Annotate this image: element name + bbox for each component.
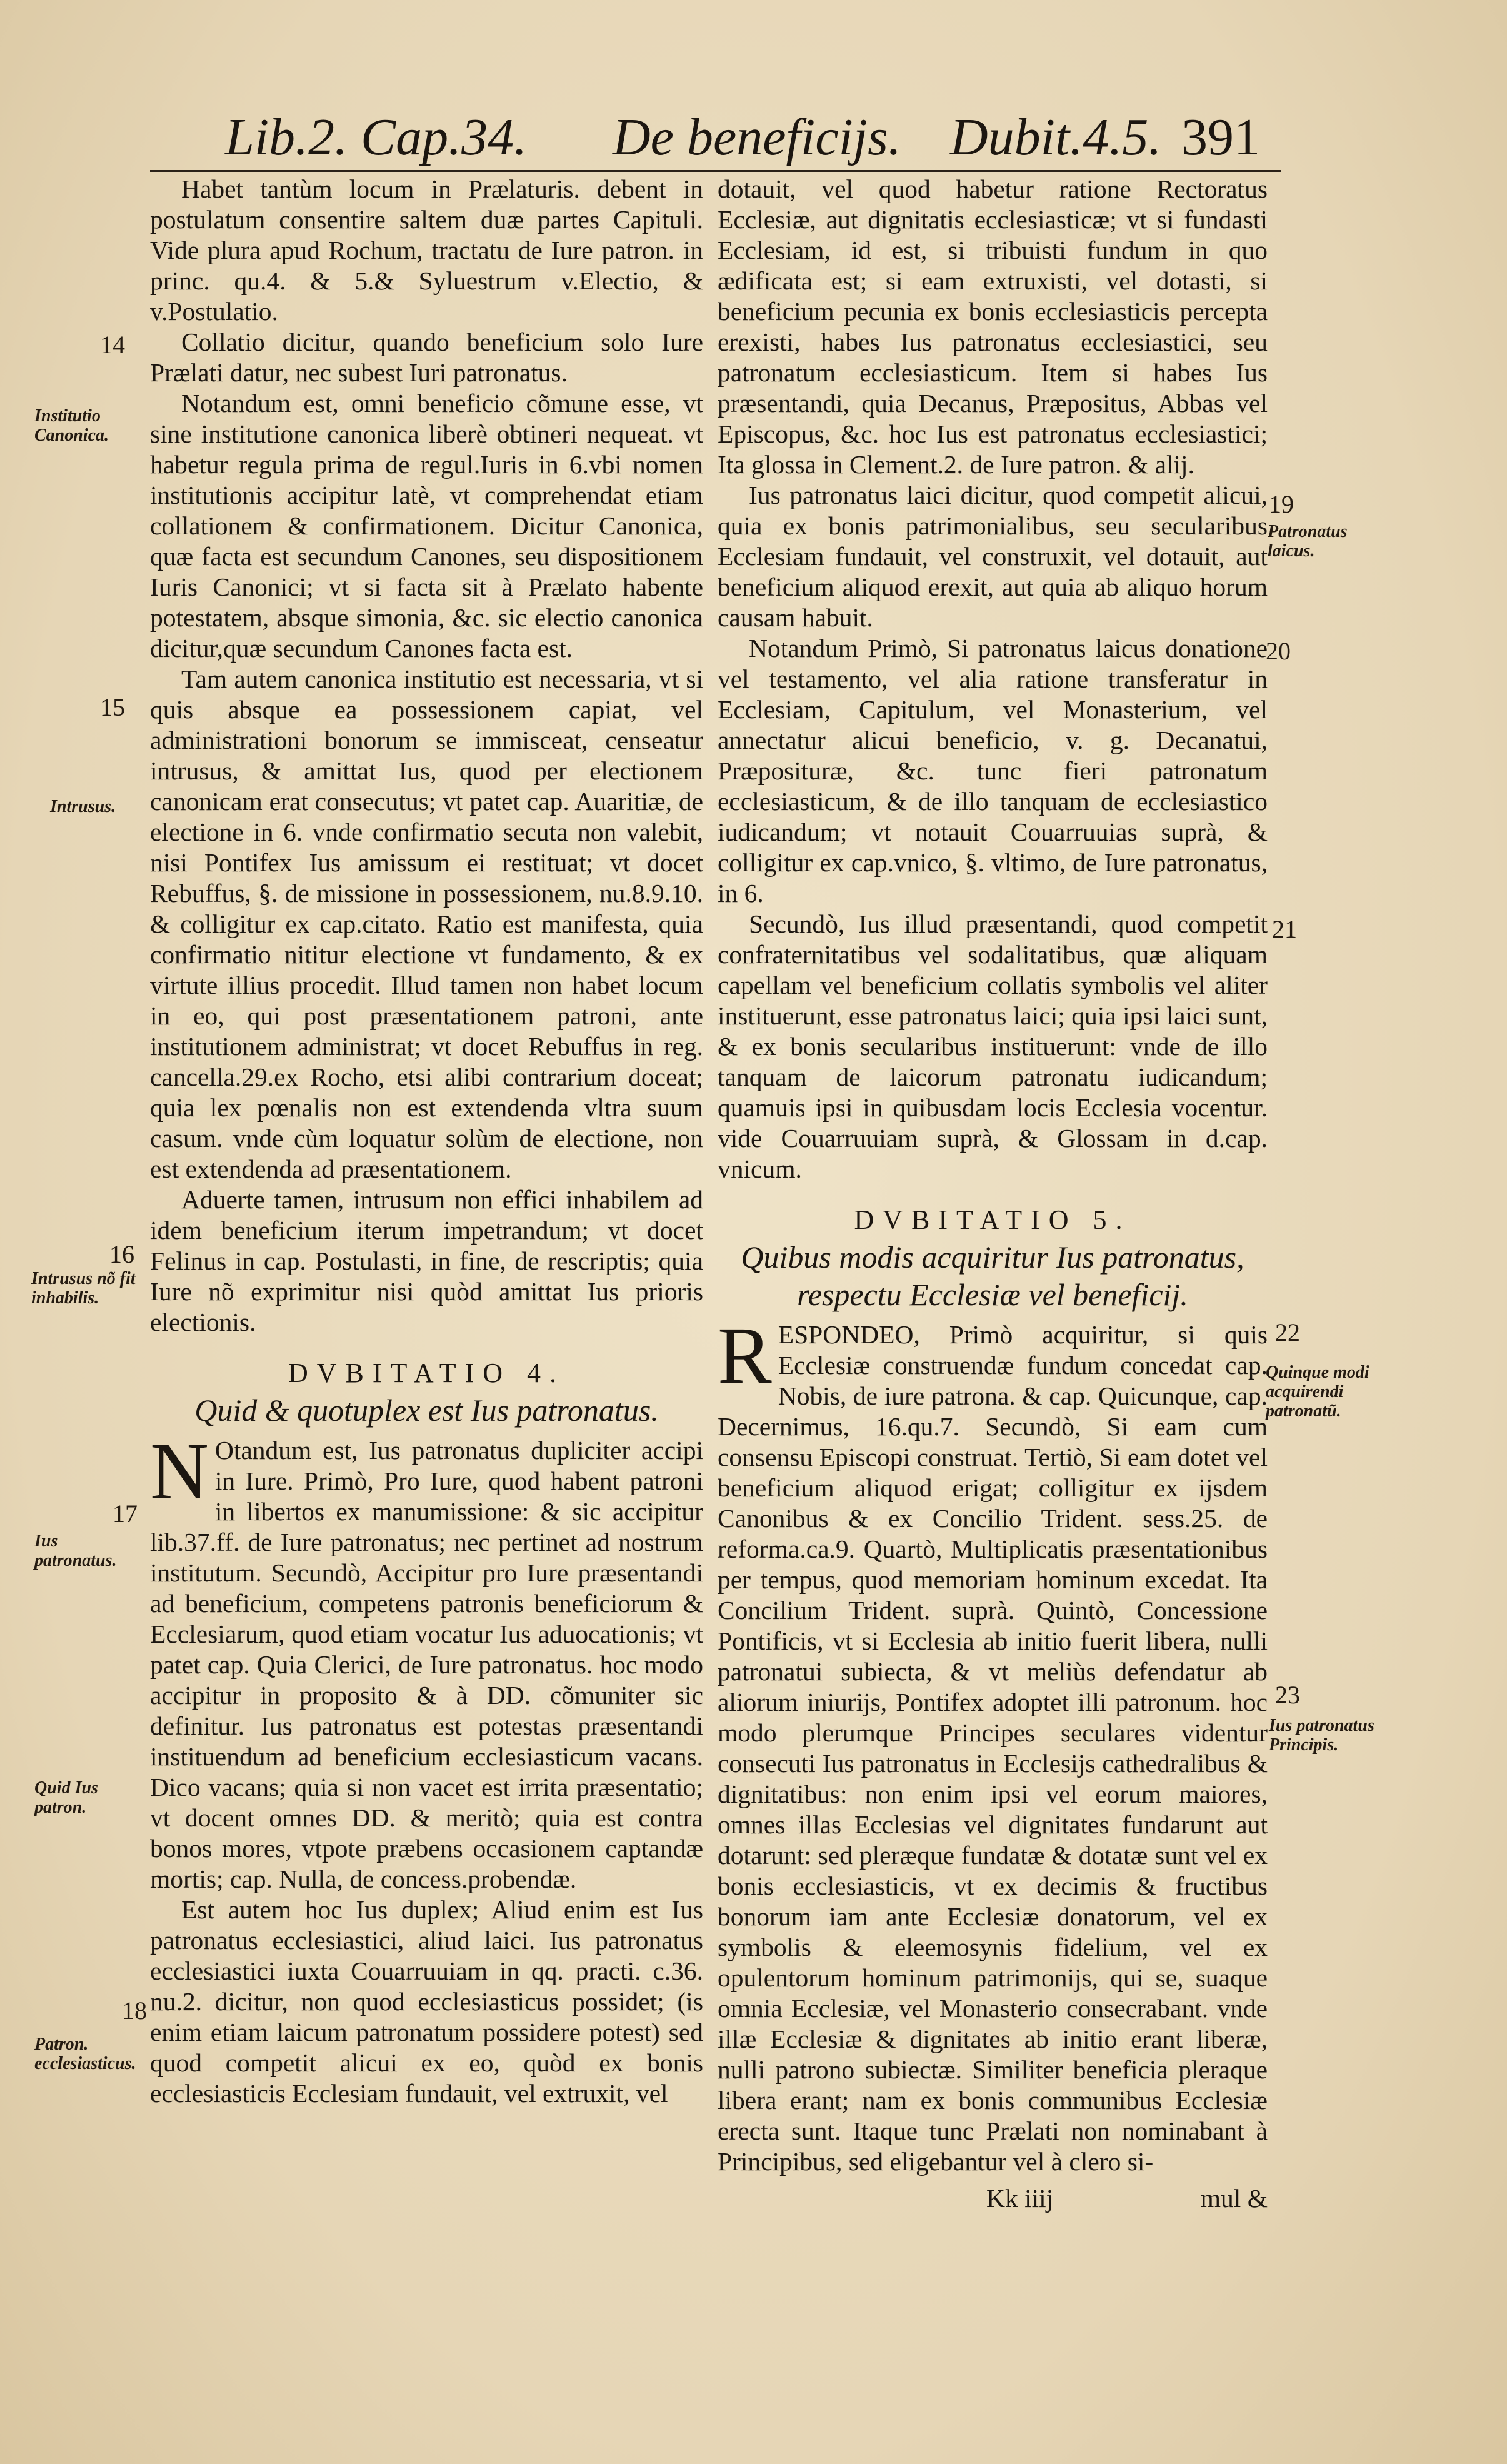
paragraph-number: 15: [100, 693, 125, 721]
margin-note: Intrusus nõ fit inhabilis.: [31, 1269, 136, 1308]
header-book-chapter: Lib.2. Cap.34.: [225, 108, 528, 166]
header-title: De beneficijs.: [613, 108, 901, 166]
margin-note: Patronatus laicus.: [1268, 522, 1348, 561]
paragraph: Notandum Primò, Si patronatus laicus donatione vel testamento, vel alia ratione transferatur in Ecclesiam, Capitulum, vel Monasterium, vel annectatur alicui beneficio, v. g. Decanatui, Præposituræ, &c. tunc fieri patronatum ecclesiasticum, & de illo tanquam de ecclesiastico iudicandum; vt notauit Couarruuias suprà, & colligitur ex cap.vnico, §. vltimo, de Iure patronatus, in 6.: [718, 634, 1268, 908]
paragraph-number: 16: [109, 1240, 134, 1268]
page-footer: [718, 2183, 1268, 2214]
paragraph: Notandum est, omni beneficio cõmune esse, vt sine institutione canonica liberè obtineri nequeat. vt habetur regula prima de regul.Iuris in 6.vbi nomen institutionis accipitur latè, vt comprehendat etiam collationem & confirmationem. Dicitur Canonica, quæ facta est secundum Canones, seu dispositionem Iuris Canonici; vt si facta sit à Prælato habente potestatem, absque simonia, &c. sic electio canonica dicitur,quæ secundum Canones facta est.: [150, 389, 703, 663]
paragraph: Ius patronatus laici dicitur, quod competit alicui, quia ex bonis patrimonialibus, seu secularibus Ecclesiam fundauit, vel construxit, vel dotauit, aut beneficium aliquod erexit, aut quia ab aliquo horum causam habuit.: [718, 481, 1268, 632]
paragraph: Tam autem canonica institutio est necessaria, vt si quis absque ea possessionem capiat, vel administrationi bonorum se immisceat, censeatur intrusus, & amittat Ius, quod per electionem canonicam erat consecutus; vt patet cap. Auaritiæ, de electione in 6. vnde confirmatio secuta non valebit, nisi Pontifex Ius amissum ei restituat; vt docet Rebuffus, §. de missione in possessionem, nu.8.9.10. & colligitur ex cap.citato. Ratio est manifesta, quia confirmatio nititur electione vt fundamento, & ex virtute illius procedit. Illud tamen non habet locum in eo, qui post præsentationem patroni, ante institutionem administrat; vt docet Rebuffus in reg. cancella.29.ex Rocho, etsi alibi contrarium doceat; quia lex pœnalis non est extendenda vltra suum casum. vnde cùm loquatur solùm de electione, non est extendenda ad præsentationem.: [150, 664, 703, 1183]
paragraph-text: ESPONDEO, Primò acquiritur, si quis Ecclesiæ construendæ fundum concedat cap. Nobis, de iure patrona. & cap. Quicunque, cap. Decernimus, 16.qu.7. Secundò, Si eam cum consensu Episcopi construat. Tertiò, Si eam dotet vel beneficium aliquod erigat; colligitur ex ijsdem Canonibus & ex Concilio Trident. sess.25. de reforma.ca.9. Quartò, Multiplicatis præsentationibus per tempus, quod memoriam hominum excedat. Ita Concilium Trident. suprà. Quintò, Concessione Pontificis, vt si Ecclesia ab initio fuerit libera, nulli patronatui subiecta, & vt meliùs defendatur ab aliorum iniurijs, Pontifex adoptet illi patronum. hoc modo plerumque Principes seculares videntur consecuti Ius patronatus in Ecclesijs cathedralibus & dignitatibus: non enim ipsi vel eorum maiores, omnes illas Ecclesias vel dignitates fundarunt aut dotarunt: sed pleræque fundatæ & dotatæ sunt vel ex bonis ecclesiasticis, vt ex decimis & fructibus bonorum iam ante Ecclesiæ donatorum, vel ex symbolis & eleemosynis fidelium, vel ex opulentorum hominum patrimonijs, qui se, suaque omnia Ecclesiæ, vel Monasterio consecrabant. vnde illæ Ecclesiæ & dignitates ab initio erant liberæ, nulli patrono subiectæ. Similiter beneficia pleraque libera erant; nam ex bonis communibus Ecclesiæ erecta sunt. Itaque tunc Prælati non nominabant à Principibus, sed eligebantur vel à clero si-: [718, 1320, 1268, 2176]
drop-cap: N: [150, 1426, 209, 1516]
section-heading: DVBITATIO 4.: [288, 1358, 566, 1388]
drop-cap: R: [718, 1311, 772, 1401]
catchword: mul &: [1200, 2184, 1268, 2213]
margin-note: Ius patronatus.: [34, 1531, 117, 1570]
left-column: [150, 174, 703, 2109]
margin-note: Quinque modi acquirendi patronatũ.: [1266, 1363, 1369, 1421]
paragraph-number: 20: [1266, 637, 1291, 665]
section-heading: DVBITATIO 5.: [854, 1204, 1131, 1235]
paragraph: [150, 1426, 703, 1895]
right-column: [718, 174, 1268, 2214]
paragraph-number: 17: [113, 1500, 138, 1528]
paragraph-number: 23: [1275, 1681, 1300, 1709]
header-dubitatio: Dubit.4.5.: [950, 108, 1162, 166]
margin-note: Intrusus.: [50, 797, 116, 816]
paragraph-number: 22: [1275, 1318, 1300, 1346]
section-subheading: [718, 1238, 1268, 1313]
section-subheading: Quid & quotuplex est Ius patronatus.: [194, 1393, 659, 1428]
page-number: 391: [1181, 108, 1260, 166]
paragraph-number: 19: [1269, 490, 1294, 518]
margin-note: Institutio Canonica.: [34, 406, 109, 445]
paragraph: dotauit, vel quod habetur ratione Rectoratus Ecclesiæ, aut dignitatis ecclesiasticæ; vt si fundasti Ecclesiam, id est, si tribuisti fundum in quo ædificata est; si eam extruxisti, vel dotasti, si beneficium pecunia ex bonis ecclesiasticis percepta erexisti, habes Ius patronatus ecclesiastici, seu patronatum ecclesiasticum. Item si habes Ius præsentandi, quia Decanus, Præpositus, Abbas vel Episcopus, &c. hoc Ius est patronatus ecclesiastici; Ita glossa in Clement.2. de Iure patron. & alij.: [718, 174, 1268, 479]
paragraph: Aduerte tamen, intrusum non effici inhabilem ad idem beneficium iterum impetrandum; vt docet Felinus in cap. Postulasti, in fine, de rescriptis; quia Iure nõ exprimitur nisi quòd amittat Ius prioris electionis.: [150, 1185, 703, 1336]
paragraph-text: Otandum est, Ius patronatus dupliciter accipi in Iure. Primò, Pro Iure, quod habent patroni in libertos ex manumissione: & sic accipitur lib.37.ff. de Iure patronatus; nec pertinet ad nostrum institutum. Secundò, Accipitur pro Iure præsentandi ad beneficium, competens patronis beneficiorum & Ecclesiarum, quod etiam vocatur Ius aduocationis; vt patet cap. Quia Clerici, de Iure patronatus. hoc modo accipitur in proposito & à DD. cõmuniter sic definitur. Ius patronatus est potestas præsentandi instituendum ad beneficium ecclesiasticum vacans. Dico vacans; quia si non vacet est irrita præsentatio; vt docent omnes DD. & meritò; quia est contra bonos mores, vtpote præbens occasionem captandæ mortis; cap. Nulla, de concess.probendæ.: [150, 1436, 703, 1893]
subheading-line: respectu Ecclesiæ vel beneficij.: [797, 1277, 1188, 1312]
paragraph: Secundò, Ius illud præsentandi, quod competit confraternitatibus vel sodalitatibus, quæ aliquam capellam vel beneficium collatis symbolis vel aliter instituerunt, esse patronatus laici; quia ipsi laici sunt, & ex bonis secularibus instituerunt: vnde de illo tanquam de laicorum patronatu iudicandum; quamuis ipsi in quibusdam locis Ecclesia vocentur. vide Couarruuiam suprà, & Glossam in d.cap. vnicum.: [718, 909, 1268, 1183]
paragraph-number: 21: [1272, 915, 1297, 943]
paragraph: Habet tantùm locum in Prælaturis. debent in postulatum consentire saltem duæ partes Capituli. Vide plura apud Rochum, tractatu de Iure patron. in princ. qu.4. & 5.& Syluestrum v.Electio, & v.Postulatio.: [150, 174, 703, 326]
paragraph-number: 18: [122, 1996, 147, 2025]
margin-note: Ius patronatus Principis.: [1269, 1716, 1374, 1755]
margin-note: Quid Ius patron.: [34, 1778, 98, 1817]
margin-note: Patron. ecclesiasticus.: [34, 2035, 136, 2073]
paragraph: Collatio dicitur, quando beneficium solo Iure Prælati datur, nec subest Iuri patronatus.: [150, 328, 703, 387]
running-header: [225, 106, 1263, 175]
subheading-line: Quibus modis acquiritur Ius patronatus,: [741, 1240, 1244, 1275]
paragraph-number: 14: [100, 331, 125, 359]
signature-mark: Kk iiij: [986, 2184, 1054, 2213]
paragraph: Est autem hoc Ius duplex; Aliud enim est Ius patronatus ecclesiastici, aliud laici. Ius patronatus ecclesiastici iuxta Couarruuiam in qq. practi. c.36. nu.2. dicitur, non quod ecclesiasticus possidet; (is enim etiam laicum patronatum possidere potest) sed quod competit alicui ex eo, quòd ex bonis ecclesiasticis Ecclesiam fundauit, vel extruxit, vel: [150, 1895, 703, 2108]
paragraph: [718, 1311, 1268, 2177]
header-rule: [150, 170, 1281, 172]
